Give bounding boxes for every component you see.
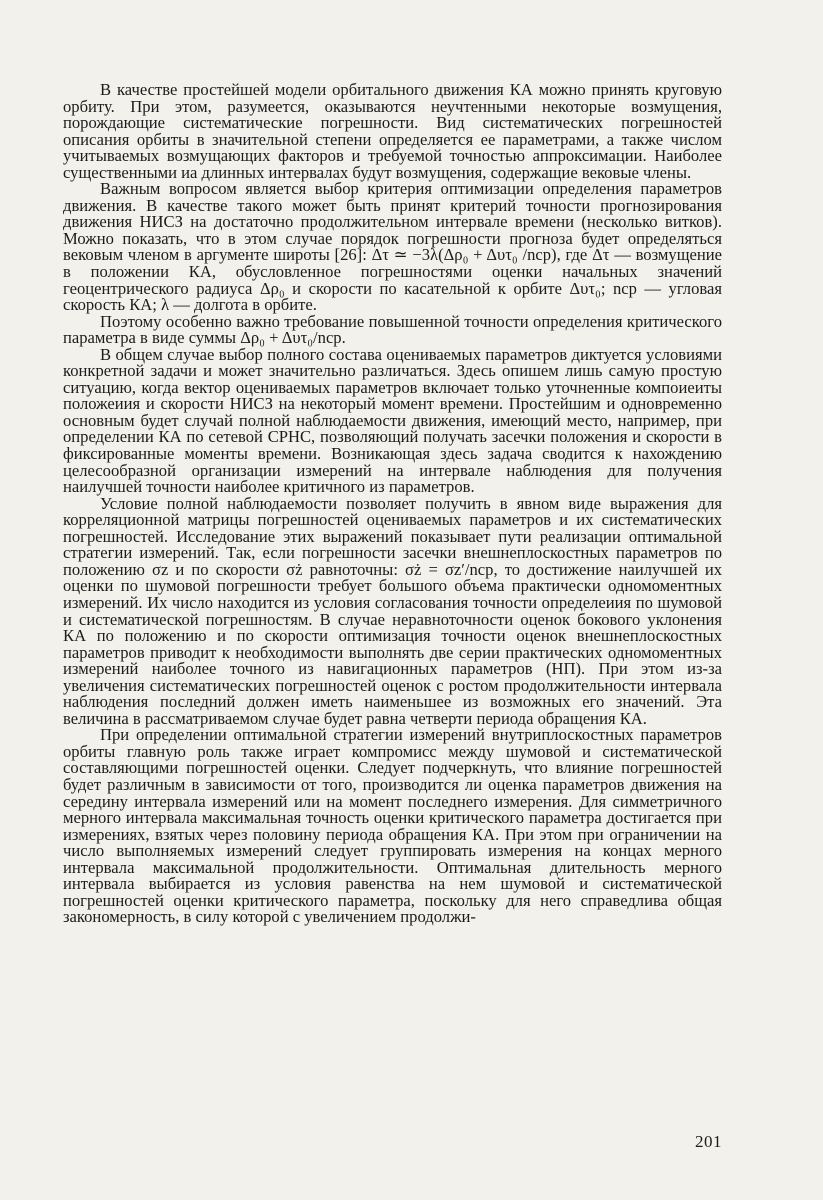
paragraph-4: В общем случае выбор полного состава оцениваемых параметров диктуется условиями конкретной задачи и может значительно различаться. Здесь опишем лишь самую простую ситуацию, когда вектор оцениваемых параметров включает только уточненные компоиеиты положеиия и скорости НИСЗ на некоторый момент времени. Простейшим и одновременно основным будет случай полной наблюдаемости движения, имеющий место, например, при определении КА по сетевой СРНС, позволяющий получать засечки положения и скорости в фиксированные моменты времени. Возникающая здесь задача сводится к нахождению целесообразной организации измерений на интервале наблюдения для получения наилучшей точности наиболее критичного из параметров. [63,344,722,497]
paragraph-1: В качестве простейшей модели орбитального движения КА можно принять круговую орбиту. При этом, разумеется, оказываются неучтенными некоторые возмущения, порождающие систематические погрешности. Вид систематических погрешностей описания орбиты в значительной степени определяется ее параметрами, а также числом учитываемых возмущающих факторов и требуемой точностью аппроксимации. Наиболее существенными иа длинных интервалах будут возмущения, содержащие вековые члены. [63,80,722,182]
main-text [63,82,722,926]
paragraph-6: При определении оптимальной стратегии измерений внутриплоскостных параметров орбиты главную роль также играет компромисс между шумовой и систематической составляющими погрешностей оценки. Следует подчеркнуть, что влияние погрешностей будет различным в зависимости от того, производится ли оценка параметров движения на середину интервала измерений или на момент последнего измерения. Для симметричного мерного интервала максимальная точность оценки критического параметра достигается при измерениях, взятых через половину периода обращения КА. При этом при ограничении на число выполняемых измерений следует группировать измерения на концах мерного интервала максимальной продолжительности. Оптимальная длительность мерного интервала выбирается из условия равенства на нем шумовой и систематической погрешностей оценки критического параметра, поскольку для него справедлива общая закономерность, в силу которой с увеличением продолжи- [63,725,722,927]
paragraph-3: Поэтому особенно важно требование повышенной точности определения критического параметра в виде суммы Δρ₀ + Δυτ₀/nср. [63,311,722,348]
paragraph-2: Важным вопросом является выбор критерия оптимизации определения параметров движения. В качестве такого может быть принят критерий точности прогнозирования движения НИСЗ на достаточно продолжительном интервале времени (несколько витков). Можно показать, что в этом случае порядок погрешности прогноза будет определяться вековым членом в аргументе широты [26]: Δτ ≃ −3λ(Δρ₀ + Δυτ₀ /nср), где Δτ — возмущение в положении КА, обусловленное погрешностями оценки начальных значений геоцентрического радиуса Δρ₀ и скорости по касательной к орбите Δυτ₀; nср — угловая скорость КА; λ — долгота в орбите. [63,179,722,315]
page-number: 201 [695,1132,722,1151]
paragraph-5: Условие полной наблюдаемости позволяет получить в явном виде выражения для корреляционной матрицы погрешностей оцениваемых параметров и их систематических погрешностей. Исследование этих выражений показывает пути реализации оптимальной стратегии измерений. Так, если погрешности засечки внешнеплоскостных параметров по положению σz и по скорости σż равноточны: σż = σz′/nср, то достижение наилучшей их оценки по шумовой погрешности требует большого объема практически одномоментных измерений. Их число находится из условия согласования точности определеиия по шумовой и систематической погрешностям. В случае неравноточности оценок бокового уклонения КА по положению и по скорости оптимизация точности оценок внешнеплоскостных параметров приводит к необходимости выполнять две серии практических одномоментных измерений наиболее точного из навигационных параметров (НП). При этом из-за увеличения систематических погрешностей оценок с ростом продолжительности интервала наблюдения последний должен иметь наименьшее из возможных его значений. Эта величина в рассматриваемом случае будет равна четверти периода обращения КА. [63,493,722,728]
